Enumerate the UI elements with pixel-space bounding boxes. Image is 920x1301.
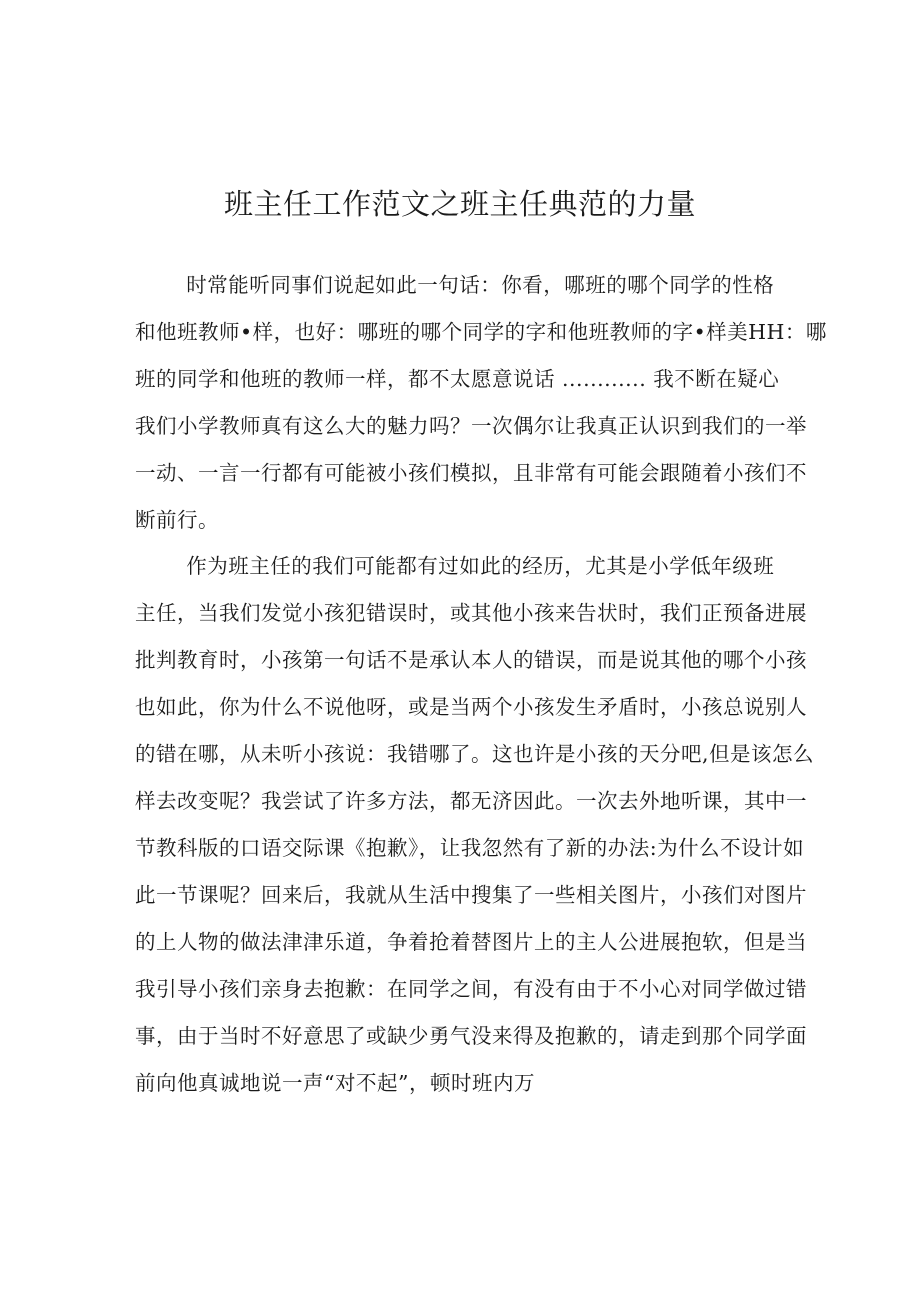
paragraph-line: 也如此，你为什么不说他呀，或是当两个小孩发生矛盾时，小孩总说别人 [135, 695, 807, 719]
document-title: 班主任工作范文之班主任典范的力量 [223, 187, 696, 221]
paragraph-line: 此一节课呢？回来后，我就从生活中搜集了一些相关图片，小孩们对图片 [135, 883, 807, 907]
paragraph-line: 的上人物的做法津津乐道，争着抢着替图片上的主人公进展抱软，但是当 [135, 930, 807, 954]
paragraph-line: 的错在哪，从未听小孩说：我错哪了。这也许是小孩的天分吧,但是该怎么 [135, 742, 815, 766]
paragraph-line: 我们小学教师真有这么大的魅力吗？一次偶尔让我真正认识到我们的一举 [135, 414, 807, 438]
paragraph-line: 班的同学和他班的教师一样，都不太愿意说话 ............ 我不断在疑心 [135, 367, 780, 391]
paragraph-line: 我引导小孩们亲身去抱歉：在同学之间，有没有由于不小心对同学做过错 [135, 977, 807, 1001]
paragraph-line: 事，由于当时不好意思了或缺少勇气没来得及抱歉的，请走到那个同学面 [135, 1024, 807, 1048]
paragraph-1 [135, 262, 827, 544]
paragraph-line: 一动、一言一行都有可能被小孩们模拟，且非常有可能会跟随着小孩们不 [135, 461, 807, 485]
paragraph-line: 主任，当我们发觉小孩犯错误时，或其他小孩来告状时，我们正预备进展 [135, 601, 807, 625]
paragraph-line: 批判教育时，小孩第一句话不是承认本人的错误，而是说其他的哪个小孩 [135, 648, 807, 672]
paragraph-line: 时常能听同事们说起如此一句话：你看，哪班的哪个同学的性格 [186, 273, 775, 297]
paragraph-2 [135, 543, 815, 1107]
paragraph-line: 断前行。 [135, 508, 219, 532]
paragraph-line: 样去改变呢？我尝试了许多方法，都无济因此。一次去外地听课，其中一 [135, 789, 807, 813]
paragraph-line: 节教科版的口语交际课《抱歉》，让我忽然有了新的办法:为什么不设计如 [135, 836, 805, 860]
paragraph-line: 和他班教师•样，也好：哪班的哪个同学的字和他班教师的字•样美HH：哪 [135, 320, 827, 344]
paragraph-line: 作为班主任的我们可能都有过如此的经历，尤其是小学低年级班 [186, 554, 775, 578]
paragraph-line: 前向他真诚地说一声“对不起”，顿时班内万 [135, 1071, 535, 1095]
